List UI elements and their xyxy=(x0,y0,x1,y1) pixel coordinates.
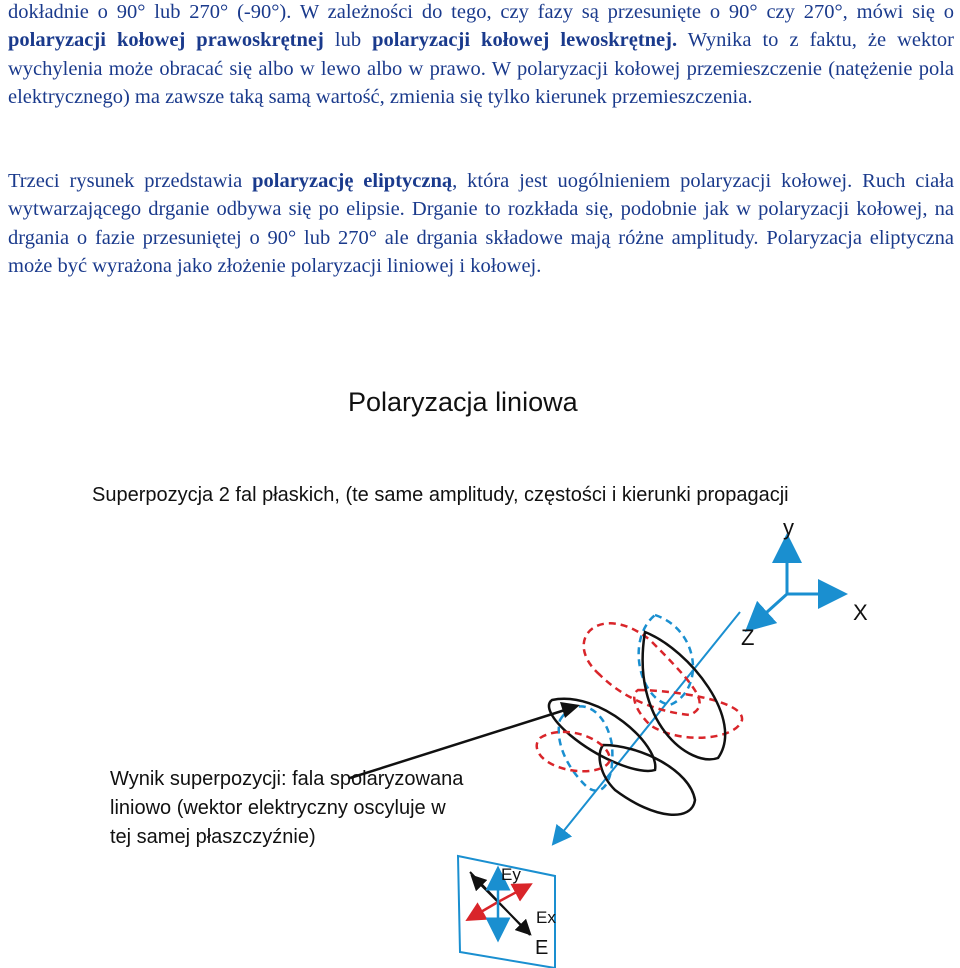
bold-term-right-circular: polaryzacji kołowej prawoskrętnej xyxy=(8,29,324,52)
vector-plane xyxy=(458,856,556,968)
e-vector-arrow xyxy=(476,880,498,902)
e-vector-arrow xyxy=(498,902,526,930)
y-axis-label: y xyxy=(783,515,794,540)
ex-vector-arrow xyxy=(474,902,498,916)
z-axis-label: Z xyxy=(741,625,755,650)
text-run: lub xyxy=(323,29,373,52)
figure-title: Polaryzacja liniowa xyxy=(348,387,578,417)
vector-e-label: E xyxy=(535,937,549,959)
bold-term-left-circular: polaryzacji kołowej lewoskrętnej. xyxy=(372,29,678,52)
axis-triad xyxy=(741,515,868,650)
text-run: , która jest uogólnieniem polaryzacji kołowej. Ruch ciała wytwarzającego drganie odbywa się po elipsie. Drganie to rozkłada się, podobnie jak w polaryzacji kołowej, na drgania o fazie przesuniętej o 90° lub 270° ale drgania składowe mają różne amplitudy. Polaryzacja eliptyczna może być wyrażona jako złożenie polaryzacji liniowej i kołowej. xyxy=(8,170,954,278)
figure-result-caption: Wynik superpozycji: fala spolaryzowana liniowo (wektor elektryczny oscyluje w tej samej płaszczyźnie) xyxy=(110,768,464,848)
vector-ex-label: Ex xyxy=(536,908,556,927)
z-axis-arrow xyxy=(756,594,787,622)
propagation-axis xyxy=(558,612,740,838)
black-wave-lobe xyxy=(600,745,695,815)
text-run: Wynika to z faktu, że wektor wychylenia może obracać się albo w lewo albo w prawo. W polaryzacji kołowej przemieszczenie (natężenie pola elektrycznego) ma zawsze taką samą wartość, zmienia się tylko kierunek przemieszczenia. xyxy=(8,29,955,109)
ex-vector-arrow xyxy=(498,888,524,902)
text-run: Trzeci rysunek przedstawia xyxy=(8,170,253,192)
figure-subtitle: Superpozycja 2 fal płaskich, (te same amplitudy, częstości i kierunki propagacji xyxy=(92,484,789,506)
x-axis-label: X xyxy=(853,600,868,625)
bold-term-elliptical: polaryzację eliptyczną xyxy=(252,170,453,192)
text-run: dokładnie o 90° lub 270° (-90°). W zależności do tego, czy fazy są przesunięte o 90° czy 270°, mówi się o xyxy=(8,1,954,23)
vector-ey-label: Ey xyxy=(501,865,521,884)
